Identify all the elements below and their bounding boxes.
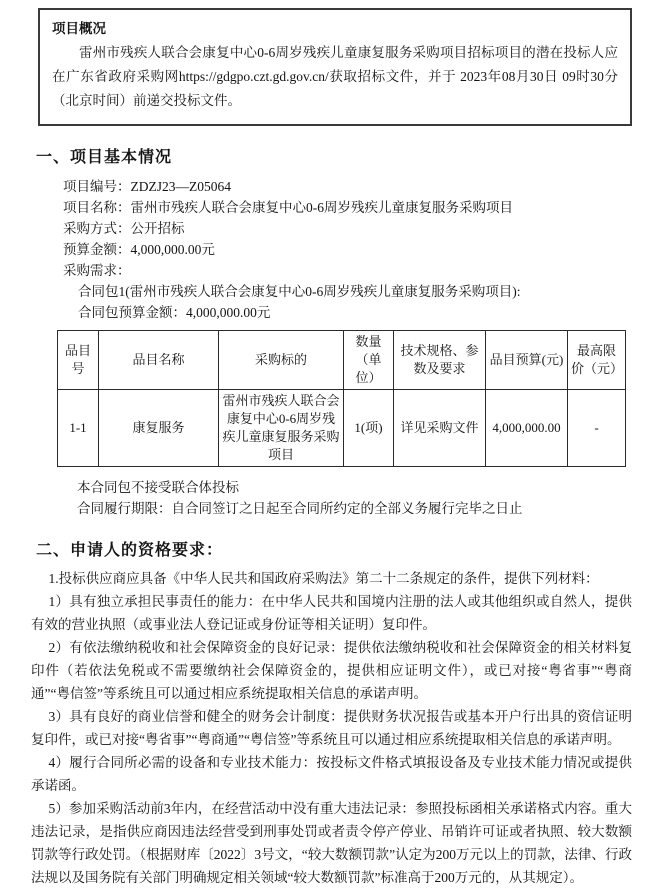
contract-package-lines (31, 281, 632, 323)
contract-period-note: 合同履行期限：自合同签订之日起至合同所约定的全部义务履行完毕之日止 (77, 501, 523, 516)
budget-amount-line: 预算金额：4,000,000.00元 (63, 242, 215, 257)
procurement-method-line: 采购方式：公开招标 (63, 221, 185, 236)
no-consortium-note: 本合同包不接受联合体投标 (77, 480, 239, 495)
cell-procurement-subject: 雷州市残疾人联合会康复中心0-6周岁残疾儿童康复服务采购项目 (219, 390, 344, 467)
cell-item-budget: 4,000,000.00 (486, 390, 568, 467)
project-info-fields (31, 176, 632, 281)
cell-max-price: - (568, 390, 626, 467)
project-name-line: 项目名称：雷州市残疾人联合会康复中心0-6周岁残疾儿童康复服务采购项目 (63, 200, 513, 215)
contract-package-title-line: 合同包1(雷州市残疾人联合会康复中心0-6周岁残疾儿童康复服务采购项目): (78, 284, 521, 299)
package-notes (31, 477, 632, 519)
qualification-para-6: 5）参加采购活动前3年内，在经营活动中没有重大违法记录：参照投标函相关承诺格式内容。重大违法记录，是指供应商因违法经营受到刑事处罚或者责令停产停业、吊销许可证或者执照、较大数额罚款等行政处罚。（根据财库〔2022〕3号文，“较大数额罚款”认定为200万元以上的罚款，法律、行政法规以及国务院有关部门明确规定相关领域“较大数额罚款”标准高于200万元的，从其规定）。 (31, 801, 632, 885)
col-header-item-no: 品目号 (58, 331, 99, 390)
qualification-para-3: 2）有依法缴纳税收和社会保障资金的良好记录：提供依法缴纳税收和社会保障资金的相关材料复印件（若依法免税或不需要缴纳社会保障资金的，提供相应证明文件），或已对接“粤省事”“粤商通”“粤信签”等系统且可以通过相应系统提取相关信息的承诺声明。 (31, 640, 632, 701)
qualification-para-1: 1.投标供应商应具备《中华人民共和国政府采购法》第二十二条规定的条件，提供下列材料： (48, 571, 599, 586)
project-number-line: 项目编号：ZDZJ23—Z05064 (63, 179, 231, 194)
cell-item-no: 1-1 (58, 390, 99, 467)
items-table (57, 330, 626, 467)
col-header-item-budget: 品目预算(元) (486, 331, 568, 390)
table-row (58, 390, 626, 467)
table-header-row (58, 331, 626, 390)
cell-quantity-unit: 1(项) (344, 390, 394, 467)
cell-tech-specs: 详见采购文件 (394, 390, 486, 467)
col-header-item-name: 品目名称 (99, 331, 219, 390)
section-2-heading: 二、申请人的资格要求： (36, 542, 224, 559)
qualification-para-4: 3）具有良好的商业信誉和健全的财务会计制度：提供财务状况报告或基本开户行出具的资信证明复印件，或已对接“粤省事”“粤商通”“粤信签”等系统且可以通过相应系统提取相关信息的承诺声明。 (31, 709, 632, 747)
col-header-procurement-subject: 采购标的 (219, 331, 344, 390)
overview-paragraph: 雷州市残疾人联合会康复中心0-6周岁残疾儿童康复服务采购项目招标项目的潜在投标人应在广东省政府采购网https://gdgpo.czt.gd.gov.cn/获取招标文件，并于 2023年08月30日 09时30分 （北京时间）前递交投标文件。 (52, 45, 618, 108)
procurement-demand-line: 采购需求： (63, 263, 131, 278)
col-header-tech-specs: 技术规格、参数及要求 (394, 331, 486, 390)
contract-package-budget-line: 合同包预算金额：4,000,000.00元 (78, 305, 271, 320)
project-overview-box (38, 8, 632, 126)
cell-item-name: 康复服务 (99, 390, 219, 467)
qualification-requirements (31, 567, 632, 889)
col-header-max-price: 最高限价（元） (568, 331, 626, 390)
section-1-heading: 一、项目基本情况 (36, 149, 173, 166)
overview-title: 项目概况 (52, 21, 106, 36)
qualification-para-5: 4）履行合同所必需的设备和专业技术能力：按投标文件格式填报设备及专业技术能力情况或提供承诺函。 (31, 755, 632, 793)
qualification-para-2: 1）具有独立承担民事责任的能力：在中华人民共和国境内注册的法人或其他组织或自然人，提供有效的营业执照（或事业法人登记证或身份证等相关证明）复印件。 (31, 594, 632, 632)
col-header-quantity-unit: 数量（单位） (344, 331, 394, 390)
